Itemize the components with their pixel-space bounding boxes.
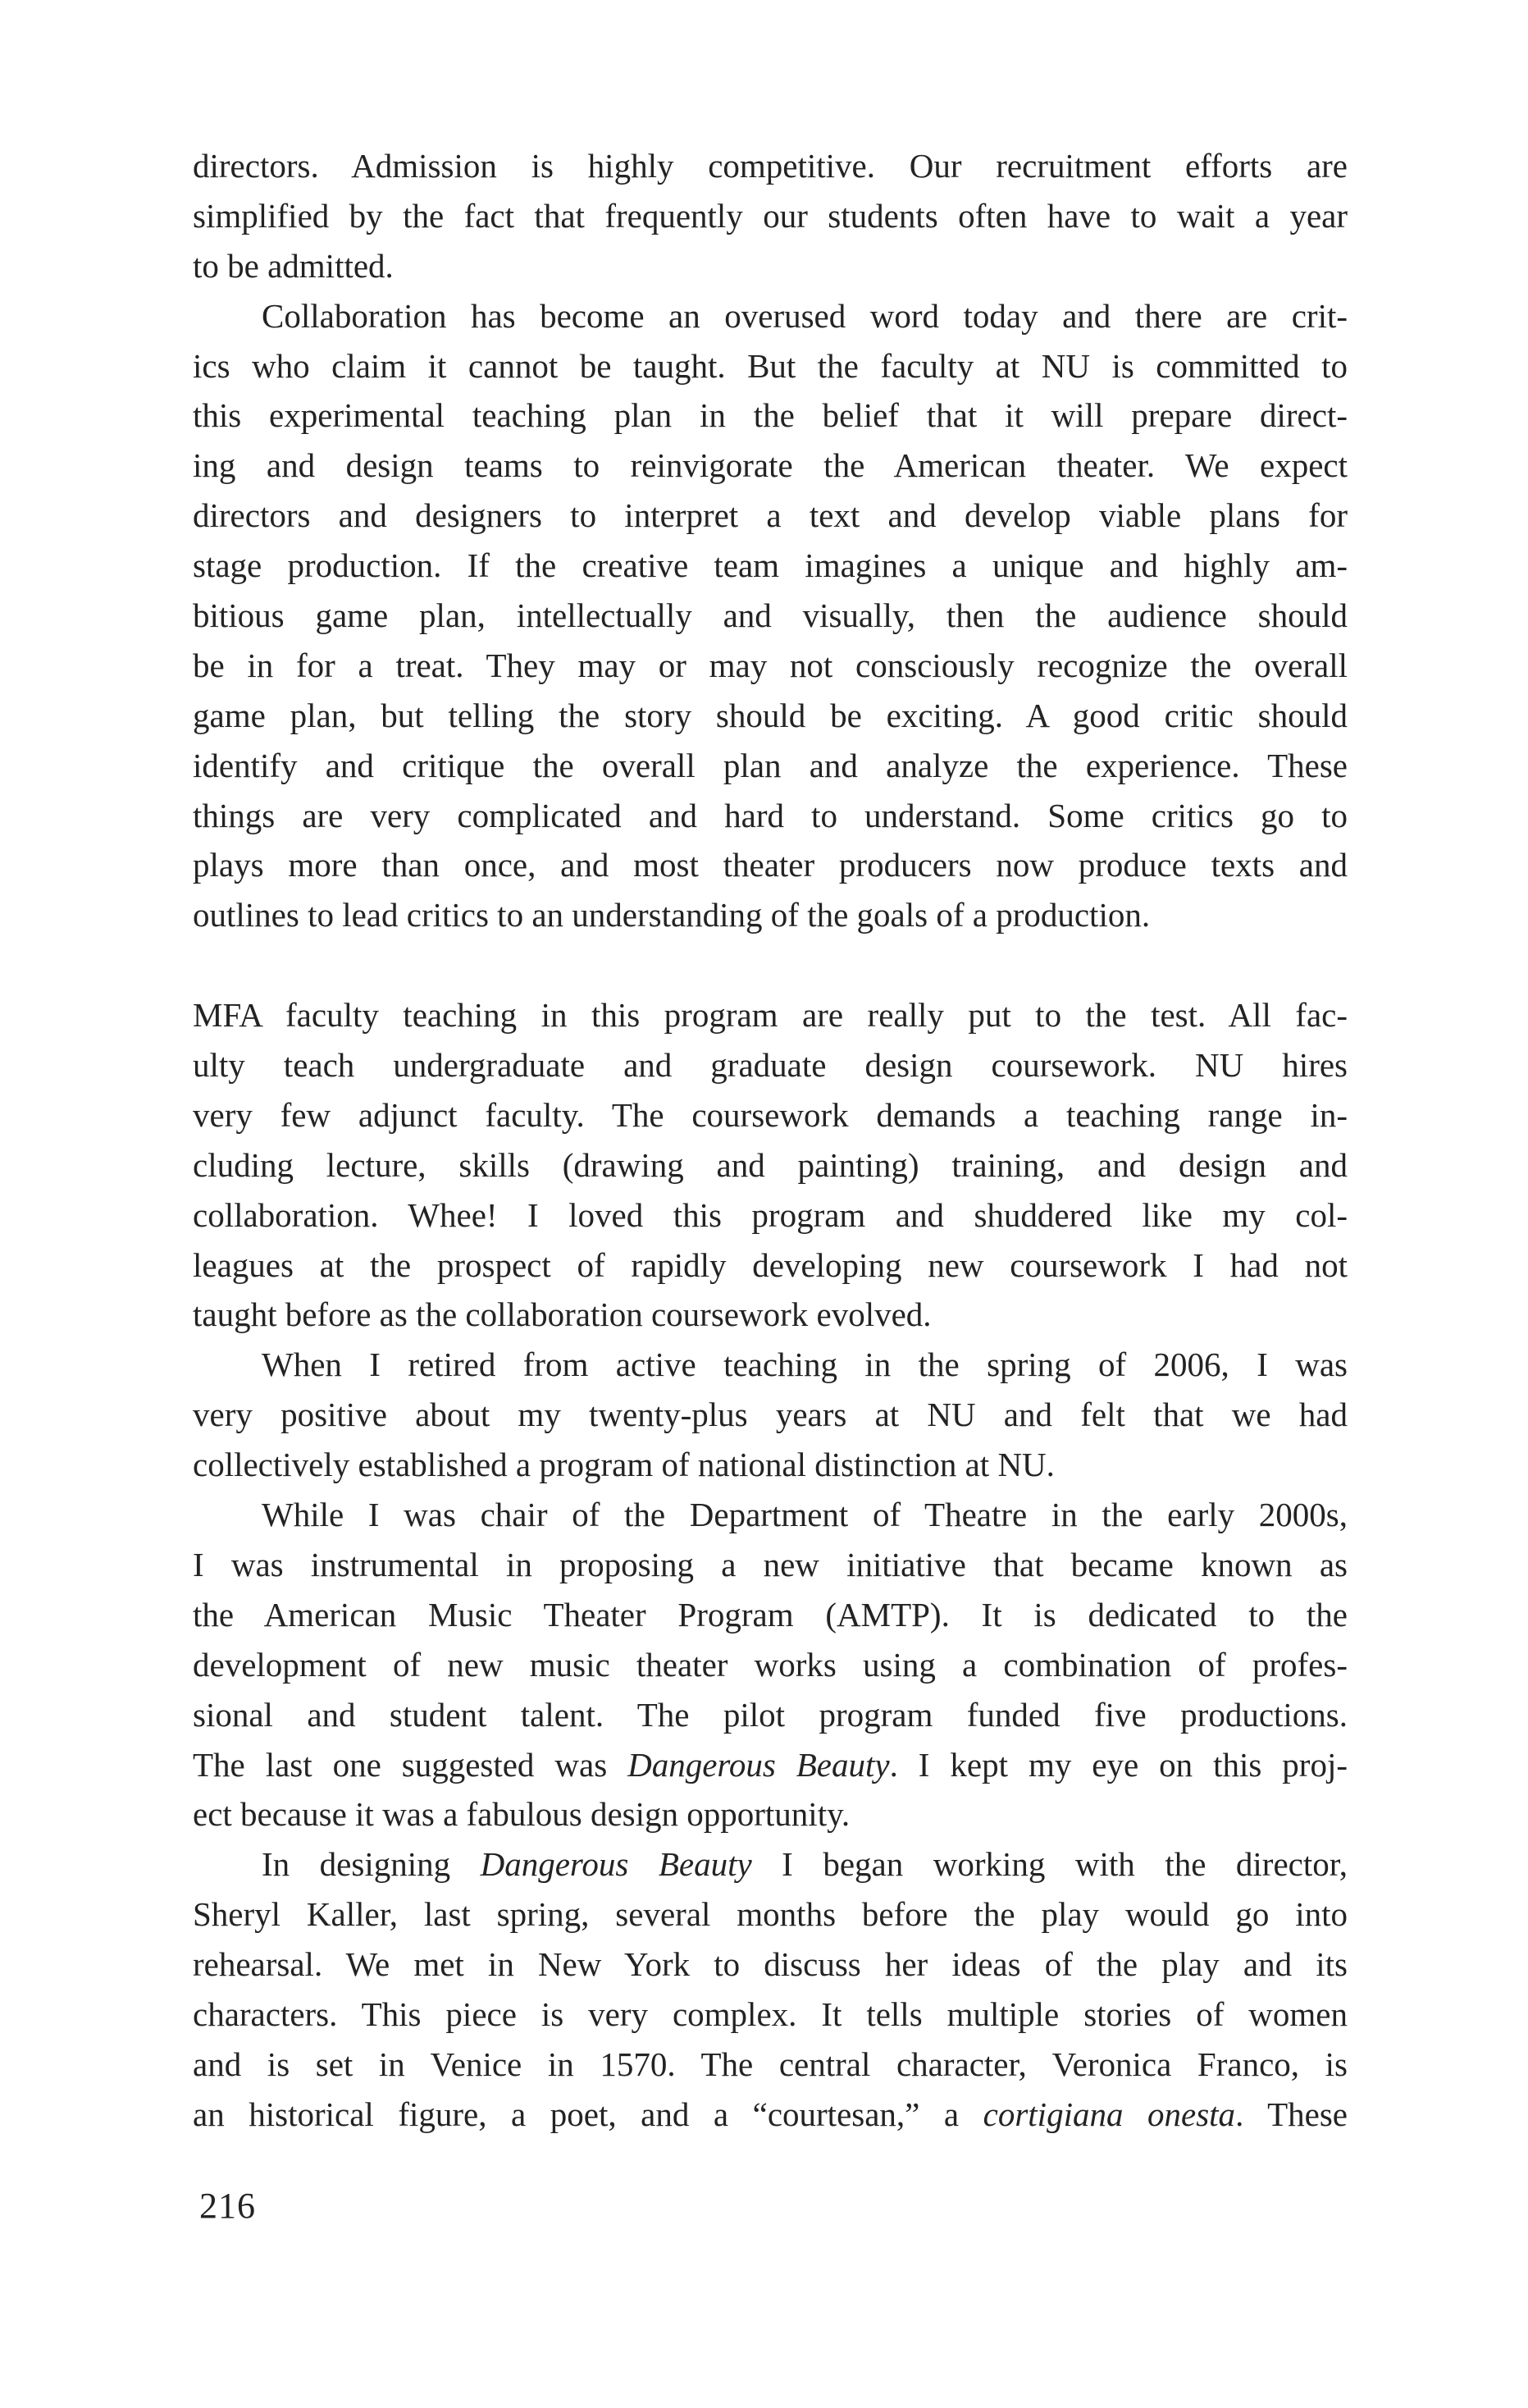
text-segment: be in for a treat. They may or may not consciously recognize the overall bbox=[193, 646, 1348, 684]
italic-title-text: Dangerous Beauty bbox=[480, 1845, 752, 1884]
text-segment: leagues at the prospect of rapidly developing new coursework I had not bbox=[193, 1245, 1348, 1284]
text-line bbox=[193, 1690, 1348, 1740]
paragraph bbox=[193, 990, 1348, 1340]
text-segment: MFA faculty teaching in this program are really put to the test. All fac- bbox=[193, 996, 1348, 1035]
text-segment: cluding lecture, skills (drawing and painting) training, and design and bbox=[193, 1145, 1348, 1184]
text-segment: plays more than once, and most theater producers now produce texts and bbox=[193, 846, 1348, 884]
text-line bbox=[193, 1290, 1348, 1340]
text-line bbox=[193, 1889, 1348, 1940]
text-segment: very positive about my twenty-plus years at NU and felt that we had bbox=[193, 1396, 1348, 1434]
text-line bbox=[193, 1241, 1348, 1291]
text-line bbox=[193, 391, 1348, 441]
page-number: 216 bbox=[199, 2186, 256, 2226]
text-segment: characters. This piece is very complex. It tells multiple stories of women bbox=[193, 1994, 1348, 2033]
text-line bbox=[193, 1839, 1348, 1889]
text-segment: ulty teach undergraduate and graduate design coursework. NU hires bbox=[193, 1046, 1348, 1085]
text-segment: collaboration. Whee! I loved this program and shuddered like my col- bbox=[193, 1195, 1348, 1234]
italic-title-text: Dangerous Beauty bbox=[627, 1745, 890, 1784]
text-line bbox=[193, 1740, 1348, 1790]
text-segment: to be admitted. bbox=[193, 246, 394, 285]
text-segment: The last one suggested was bbox=[193, 1745, 628, 1784]
text-segment: While I was chair of the Department of Theatre in the early 2000s, bbox=[262, 1496, 1348, 1534]
text-segment: very few adjunct faculty. The coursework demands a teaching range in- bbox=[193, 1095, 1348, 1134]
text-line bbox=[193, 1040, 1348, 1090]
text-segment: outlines to lead critics to an understanding of the goals of a production. bbox=[193, 896, 1151, 934]
text-segment: When I retired from active teaching in the spring of 2006, I was bbox=[262, 1346, 1348, 1384]
text-line bbox=[193, 341, 1348, 391]
text-segment: stage production. If the creative team imagines a unique and highly am- bbox=[193, 546, 1348, 585]
paragraph bbox=[193, 1490, 1348, 1839]
text-line bbox=[193, 1190, 1348, 1241]
text-line bbox=[193, 541, 1348, 591]
text-segment: development of new music theater works using a combination of profes- bbox=[193, 1645, 1348, 1684]
body-text-column bbox=[193, 141, 1348, 2140]
text-line bbox=[193, 641, 1348, 691]
text-segment: the American Music Theater Program (AMTP). It is dedicated to the bbox=[193, 1595, 1348, 1634]
text-segment: things are very complicated and hard to understand. Some critics go to bbox=[193, 796, 1348, 834]
text-segment: collectively established a program of national distinction at NU. bbox=[193, 1446, 1055, 1484]
text-line bbox=[193, 1640, 1348, 1690]
text-segment: rehearsal. We met in New York to discuss her ideas of the play and its bbox=[193, 1945, 1348, 1984]
text-segment: bitious game plan, intellectually and visually, then the audience should bbox=[193, 596, 1348, 635]
paragraph bbox=[193, 291, 1348, 941]
text-segment: In designing bbox=[262, 1845, 481, 1884]
paragraph bbox=[193, 1839, 1348, 2139]
text-line bbox=[193, 990, 1348, 1040]
text-line bbox=[193, 890, 1348, 940]
paragraph bbox=[193, 1340, 1348, 1490]
text-segment: identify and critique the overall plan and analyze the experience. These bbox=[193, 746, 1348, 784]
text-line bbox=[193, 2040, 1348, 2090]
text-line bbox=[193, 591, 1348, 641]
text-line bbox=[193, 491, 1348, 541]
text-line bbox=[193, 791, 1348, 841]
text-segment: an historical figure, a poet, and a “courtesan,” a bbox=[193, 2095, 983, 2133]
text-segment: Collaboration has become an overused word today and there are crit- bbox=[262, 296, 1348, 335]
text-line bbox=[193, 141, 1348, 191]
paragraph bbox=[193, 141, 1348, 291]
text-line bbox=[193, 1540, 1348, 1590]
text-segment: ics who claim it cannot be taught. But the faculty at NU is committed to bbox=[193, 346, 1348, 385]
text-segment: simplified by the fact that frequently our students often have to wait a year bbox=[193, 196, 1348, 235]
text-line bbox=[193, 1090, 1348, 1140]
text-line bbox=[193, 291, 1348, 341]
text-segment: game plan, but telling the story should be exciting. A good critic should bbox=[193, 696, 1348, 734]
text-line bbox=[193, 441, 1348, 491]
text-line bbox=[193, 1789, 1348, 1839]
text-segment: . These bbox=[1235, 2095, 1348, 2133]
text-segment: this experimental teaching plan in the belief that it will prepare direct- bbox=[193, 396, 1348, 435]
text-line bbox=[193, 1490, 1348, 1540]
text-segment: sional and student talent. The pilot program funded five productions. bbox=[193, 1695, 1348, 1734]
text-segment: and is set in Venice in 1570. The central character, Veronica Franco, is bbox=[193, 2045, 1348, 2083]
text-line bbox=[193, 1440, 1348, 1490]
text-line bbox=[193, 691, 1348, 741]
text-line bbox=[193, 1940, 1348, 1990]
text-segment: taught before as the collaboration coursework evolved. bbox=[193, 1295, 932, 1334]
text-segment: directors and designers to interpret a text and develop viable plans for bbox=[193, 496, 1348, 535]
text-line bbox=[193, 1390, 1348, 1440]
text-line bbox=[193, 241, 1348, 291]
text-segment: ing and design teams to reinvigorate the American theater. We expect bbox=[193, 446, 1348, 485]
italic-title-text: cortigiana onesta bbox=[983, 2095, 1236, 2133]
text-segment: directors. Admission is highly competitive. Our recruitment efforts are bbox=[193, 147, 1348, 185]
text-segment: . I kept my eye on this proj- bbox=[889, 1745, 1348, 1784]
text-line bbox=[193, 1990, 1348, 2040]
text-line bbox=[193, 191, 1348, 241]
text-line bbox=[193, 741, 1348, 791]
text-segment: I was instrumental in proposing a new initiative that became known as bbox=[193, 1545, 1348, 1583]
text-line bbox=[193, 2090, 1348, 2140]
text-line bbox=[193, 840, 1348, 890]
text-line bbox=[193, 1140, 1348, 1190]
text-segment: Sheryl Kaller, last spring, several months before the play would go into bbox=[193, 1895, 1348, 1934]
text-line bbox=[193, 1340, 1348, 1390]
text-segment: I began working with the director, bbox=[751, 1845, 1348, 1884]
text-line bbox=[193, 1590, 1348, 1640]
text-segment: ect because it was a fabulous design opportunity. bbox=[193, 1795, 851, 1834]
